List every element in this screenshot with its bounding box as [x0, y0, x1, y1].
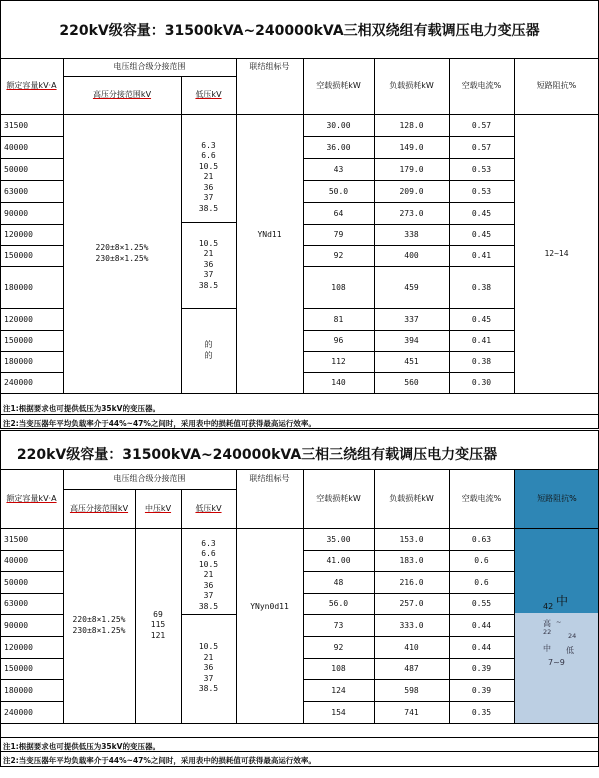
stack-value: 10.5	[198, 642, 219, 652]
noload-current-cell: 0.63	[471, 534, 492, 544]
stack-value: 6.3	[201, 538, 216, 548]
noload-current-cell: 0.57	[471, 120, 492, 130]
capacity-cell: 40000	[4, 556, 29, 565]
noload-loss-cell: 140	[331, 378, 346, 387]
load-loss-cell: 741	[404, 707, 419, 717]
noload-loss-cell: 79	[333, 230, 344, 239]
t2-imp-u2: 中	[556, 594, 569, 608]
t1-header-vector: 联结组标号	[249, 62, 290, 71]
capacity-cell: 150000	[4, 251, 33, 260]
noload-loss-cell: 35.00	[326, 534, 351, 544]
t2-note1: 注1:根据要求也可提供低压为35kV的变压器。	[3, 742, 160, 751]
noload-current-cell: 0.41	[471, 336, 492, 345]
capacity-cell: 90000	[4, 620, 29, 630]
capacity-cell: 240000	[4, 707, 33, 717]
capacity-cell: 150000	[4, 664, 33, 673]
capacity-cell: 40000	[4, 142, 29, 152]
stack-value: 的	[204, 340, 213, 349]
load-loss-cell: 153.0	[399, 534, 424, 544]
t1-lv-group2	[181, 222, 236, 308]
t1-header-load-loss: 负载损耗kW	[389, 81, 434, 90]
t2-header-vector: 联结组标号	[249, 474, 290, 483]
stack-value: 37	[203, 673, 214, 683]
t2-hv-line2: 230±8×1.25%	[72, 625, 126, 635]
noload-current-cell: 0.38	[471, 282, 492, 292]
noload-loss-cell: 36.00	[326, 142, 351, 152]
t2-hv-line1: 220±8×1.25%	[72, 615, 126, 624]
stack-value: 38.5	[198, 203, 219, 213]
stack-value: 6.6	[201, 151, 216, 160]
t2-mv-values	[135, 528, 181, 723]
stack-value: 36	[203, 182, 214, 192]
t2-imp-l7: 7~9	[548, 658, 565, 667]
stack-value: 21	[203, 172, 214, 181]
load-loss-cell: 273.0	[399, 208, 424, 218]
t1-impedance-value: 12~14	[544, 249, 569, 258]
t2-lv-group2	[181, 614, 236, 723]
load-loss-cell: 487	[404, 664, 419, 673]
noload-current-cell: 0.6	[474, 577, 489, 587]
noload-current-cell: 0.53	[471, 186, 492, 196]
noload-current-cell: 0.53	[471, 164, 492, 174]
noload-loss-cell: 30.00	[326, 120, 351, 130]
noload-loss-cell: 48	[333, 577, 344, 587]
noload-loss-cell: 124	[331, 685, 346, 695]
noload-current-cell: 0.45	[471, 314, 492, 324]
stack-value: 21	[203, 652, 214, 662]
t1-hv-line2: 230±8×1.25%	[95, 253, 149, 263]
noload-loss-cell: 108	[331, 664, 346, 673]
capacity-cell: 180000	[4, 282, 33, 292]
noload-loss-cell: 73	[333, 620, 344, 630]
noload-current-cell: 0.41	[471, 251, 492, 260]
t2-imp-l6: 低	[566, 646, 574, 655]
load-loss-cell: 149.0	[399, 142, 424, 152]
stack-value: 10.5	[198, 161, 219, 171]
stack-value: 36	[203, 580, 214, 590]
stack-value: 21	[203, 570, 214, 579]
capacity-cell: 120000	[4, 230, 33, 239]
load-loss-cell: 128.0	[399, 120, 424, 130]
capacity-cell: 90000	[4, 208, 29, 218]
t2-imp-l5: 中	[543, 644, 551, 653]
noload-current-cell: 0.57	[471, 142, 492, 152]
stack-value: 38.5	[198, 280, 219, 290]
load-loss-cell: 333.0	[399, 620, 424, 630]
t1-header-hv: 高压分接范围kV	[92, 90, 152, 99]
t2-header-lv: 低压kV	[195, 503, 222, 513]
noload-current-cell: 0.30	[471, 378, 492, 387]
stack-value: 38.5	[198, 684, 219, 694]
t2-imp-l1: 高	[543, 619, 551, 628]
noload-current-cell: 0.39	[471, 664, 492, 673]
t1-header-noload-loss: 空载损耗kW	[316, 81, 361, 90]
load-loss-cell: 598	[404, 685, 419, 695]
t1-lv-group3	[181, 308, 236, 393]
noload-current-cell: 0.45	[471, 230, 492, 239]
stack-value: 10.5	[198, 559, 219, 569]
t2-vector-value: YNyn0d11	[250, 601, 289, 611]
t1-hv-line1: 220±8×1.25%	[95, 243, 149, 252]
t2-imp-l3: 22	[543, 628, 552, 636]
t1-hv-range	[63, 114, 181, 393]
t1-note2: 注2:当变压器年平均负载率介于44%~47%之间时，采用表中的损耗值可获得最高运行效率。	[3, 419, 316, 428]
load-loss-cell: 209.0	[399, 186, 424, 196]
stack-value: 36	[203, 663, 214, 673]
load-loss-cell: 183.0	[399, 556, 424, 565]
noload-current-cell: 0.6	[474, 556, 489, 565]
t2-header-mv: 中压kV	[144, 503, 172, 513]
table2-title: 220kV级容量：31500kVA~240000kVA三相三绕组有载调压电力变压器	[16, 447, 498, 463]
capacity-cell: 31500	[4, 534, 29, 544]
noload-loss-cell: 92	[333, 251, 344, 260]
load-loss-cell: 179.0	[399, 164, 424, 174]
capacity-cell: 63000	[4, 599, 29, 608]
load-loss-cell: 394	[404, 336, 419, 345]
noload-loss-cell: 50.0	[328, 186, 349, 196]
t2-impedance-lower-bg	[515, 613, 599, 723]
capacity-cell: 120000	[4, 642, 33, 652]
noload-current-cell: 0.39	[471, 685, 492, 695]
t1-header-impedance: 短路阻抗%	[536, 81, 577, 90]
t1-vector-value: YNd11	[257, 230, 282, 239]
noload-current-cell: 0.55	[471, 599, 492, 608]
stack-value: 38.5	[198, 601, 219, 611]
stack-value: 37	[203, 591, 214, 600]
t2-header-load-loss: 负载损耗kW	[389, 493, 434, 503]
capacity-cell: 63000	[4, 186, 29, 196]
t2-header-voltage-group: 电压组合级分接范围	[113, 474, 186, 483]
noload-loss-cell: 64	[333, 208, 344, 218]
noload-current-cell: 0.45	[471, 208, 492, 218]
stack-value: 6.6	[201, 549, 216, 558]
load-loss-cell: 560	[404, 378, 419, 387]
t1-header-voltage-group: 电压组合级分接范围	[113, 62, 186, 71]
t2-imp-u1: 42	[543, 602, 554, 611]
noload-loss-cell: 92	[333, 642, 344, 652]
load-loss-cell: 400	[404, 251, 419, 260]
t1-note1: 注1:根据要求也可提供低压为35kV的变压器。	[3, 404, 160, 413]
t2-header-impedance: 短路阻抗%	[537, 493, 577, 503]
t2-header-hv: 高压分接范围kV	[69, 503, 129, 513]
noload-loss-cell: 81	[333, 314, 344, 324]
noload-loss-cell: 96	[333, 336, 344, 345]
t2-imp-l4: 24	[568, 632, 577, 640]
load-loss-cell: 410	[404, 642, 419, 652]
stack-value: 36	[203, 259, 214, 269]
noload-current-cell: 0.38	[471, 357, 492, 366]
load-loss-cell: 459	[404, 282, 419, 292]
load-loss-cell: 337	[404, 314, 419, 324]
t1-header-capacity: 额定容量kV·A	[6, 81, 57, 90]
load-loss-cell: 451	[404, 357, 419, 366]
stack-value: 6.3	[201, 140, 216, 150]
t1-header-lv: 低压kV	[195, 90, 222, 99]
table1-title: 220kV级容量：31500kVA~240000kVA三相双绕组有载调压电力变压器	[59, 23, 540, 39]
stack-value: 37	[203, 193, 214, 202]
t2-note2: 注2:当变压器年平均负载率介于44%~47%之间时，采用表中的损耗值可获得最高运行效率。	[3, 756, 316, 765]
load-loss-cell: 257.0	[399, 599, 424, 608]
noload-loss-cell: 56.0	[328, 599, 349, 608]
capacity-cell: 180000	[4, 357, 33, 366]
t1-header-noload-current: 空载电流%	[461, 81, 502, 90]
capacity-cell: 180000	[4, 685, 33, 695]
t1-lv-group1	[181, 114, 236, 222]
stack-value: 115	[150, 620, 166, 630]
noload-current-cell: 0.44	[471, 620, 492, 630]
stack-value: 的	[204, 350, 213, 360]
capacity-cell: 50000	[4, 577, 29, 587]
load-loss-cell: 338	[404, 230, 419, 239]
capacity-cell: 150000	[4, 336, 33, 345]
capacity-cell: 240000	[4, 378, 33, 387]
stack-value: 121	[150, 630, 166, 640]
capacity-cell: 31500	[4, 120, 29, 130]
noload-loss-cell: 41.00	[326, 556, 351, 565]
noload-loss-cell: 108	[331, 282, 346, 292]
noload-loss-cell: 154	[331, 707, 346, 717]
capacity-cell: 120000	[4, 314, 33, 324]
load-loss-cell: 216.0	[399, 577, 424, 587]
capacity-cell: 50000	[4, 164, 29, 174]
noload-current-cell: 0.44	[471, 642, 492, 652]
t2-lv-group1	[181, 528, 236, 614]
stack-value: 10.5	[198, 238, 219, 248]
noload-loss-cell: 43	[333, 164, 344, 174]
t2-header-capacity: 额定容量kV·A	[6, 493, 57, 503]
noload-current-cell: 0.35	[471, 707, 492, 717]
stack-value: 21	[203, 249, 214, 259]
noload-loss-cell: 112	[331, 357, 346, 366]
stack-value: 69	[153, 609, 163, 619]
t2-hv-range	[63, 528, 135, 723]
t2-header-noload-loss: 空载损耗kW	[316, 493, 361, 503]
t2-header-noload-current: 空载电流%	[461, 493, 502, 503]
t2-imp-l2: ~	[556, 618, 562, 626]
stack-value: 37	[203, 270, 214, 280]
